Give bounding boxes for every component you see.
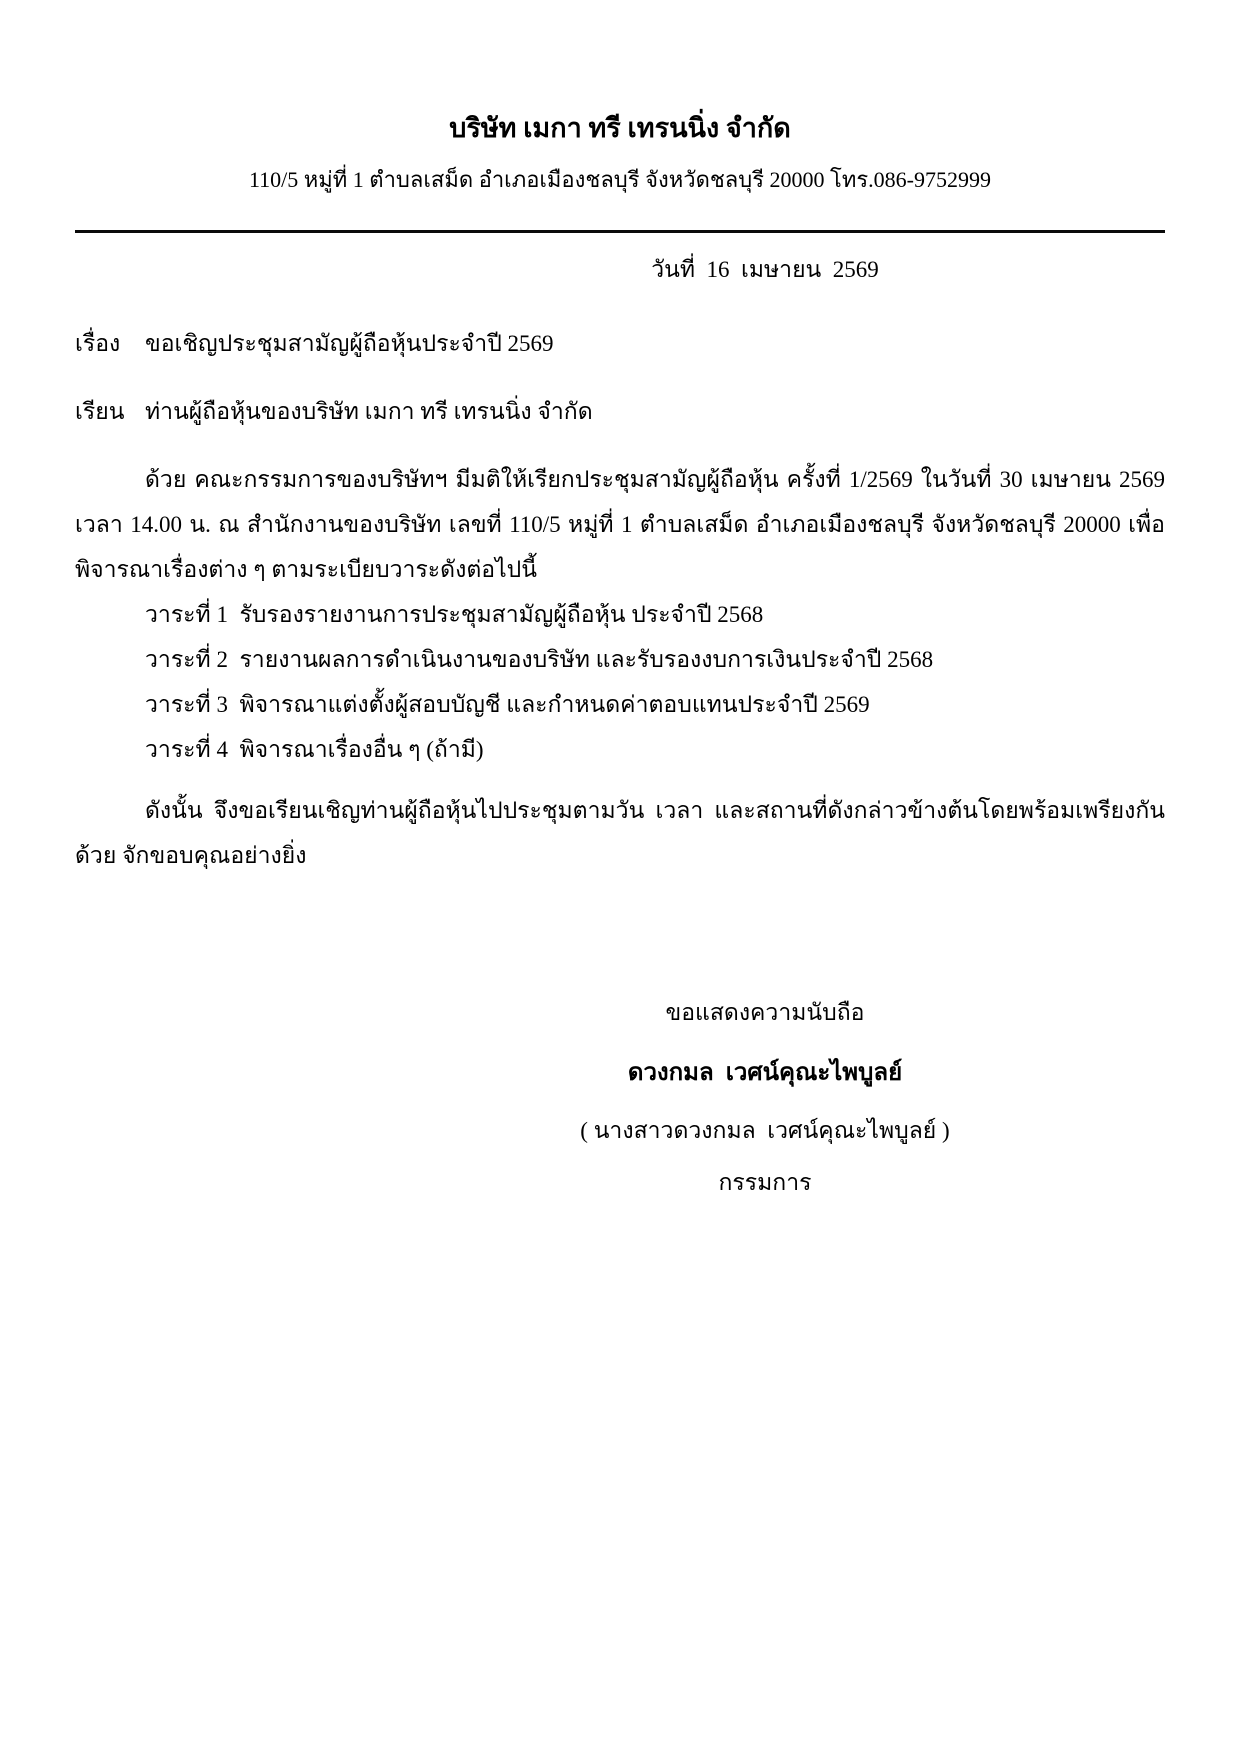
agenda-item-1: วาระที่ 1 รับรองรายงานการประชุมสามัญผู้ถือหุ้น ประจำปี 2568 xyxy=(145,602,764,627)
company-name: บริษัท เมกา ทรี เทรนนิ่ง จำกัด xyxy=(449,113,791,143)
recipient-label: เรียน xyxy=(75,399,125,424)
subject-text: ขอเชิญประชุมสามัญผู้ถือหุ้นประจำปี 2569 xyxy=(145,331,554,356)
recipient-text: ท่านผู้ถือหุ้นของบริษัท เมกา ทรี เทรนนิ่ง จำกัด xyxy=(145,399,593,424)
subject-row xyxy=(75,327,1165,361)
letter-date: วันที่ 16 เมษายน 2569 xyxy=(651,257,879,282)
recipient-row xyxy=(75,395,1165,429)
agenda-item-2: วาระที่ 2 รายงานผลการดำเนินงานของบริษัท และรับรองงบการเงินประจำปี 2568 xyxy=(145,647,934,672)
agenda-item-4: วาระที่ 4 พิจารณาเรื่องอื่น ๆ (ถ้ามี) xyxy=(145,737,484,762)
body-paragraph: ด้วย คณะกรรมการของบริษัทฯ มีมติให้เรียกประชุมสามัญผู้ถือหุ้น ครั้งที่ 1/2569 ในวันที่ 30 เมษายน 2569 เวลา 14.00 น. ณ สำนักงานของบริษัท เลขที่ 110/5 หมู่ที่ 1 ตำบลเสม็ด อำเภอเมืองชลบุรี จังหวัดชลบุรี 20000 เพื่อพิจารณาเรื่องต่าง ๆ ตามระเบียบวาระดังต่อไปนี้ xyxy=(75,467,1165,582)
signer-name-parenthesized: ( นางสาวดวงกมล เวศน์คุณะไพบูลย์ ) xyxy=(580,1118,950,1143)
signer-name: ดวงกมล เวศน์คุณะไพบูลย์ xyxy=(627,1060,903,1086)
agenda-item-3: วาระที่ 3 พิจารณาแต่งตั้งผู้สอบบัญชี และกำหนดค่าตอบแทนประจำปี 2569 xyxy=(145,692,870,717)
subject-label: เรื่อง xyxy=(75,331,121,356)
closing-paragraph: ดังนั้น จึงขอเรียนเชิญท่านผู้ถือหุ้นไปประชุมตามวัน เวลา และสถานที่ดังกล่าวข้างต้นโดยพร้อมเพรียงกันด้วย จักขอบคุณอย่างยิ่ง xyxy=(75,798,1165,868)
company-address: 110/5 หมู่ที่ 1 ตำบลเสม็ด อำเภอเมืองชลบุรี จังหวัดชลบุรี 20000 โทร.086-9752999 xyxy=(248,167,992,192)
signature-block xyxy=(535,996,995,1200)
signature-closing-phrase: ขอแสดงความนับถือ xyxy=(665,1000,865,1025)
header-divider xyxy=(75,230,1165,233)
agenda-list xyxy=(75,592,1165,772)
signer-title: กรรมการ xyxy=(718,1170,812,1195)
